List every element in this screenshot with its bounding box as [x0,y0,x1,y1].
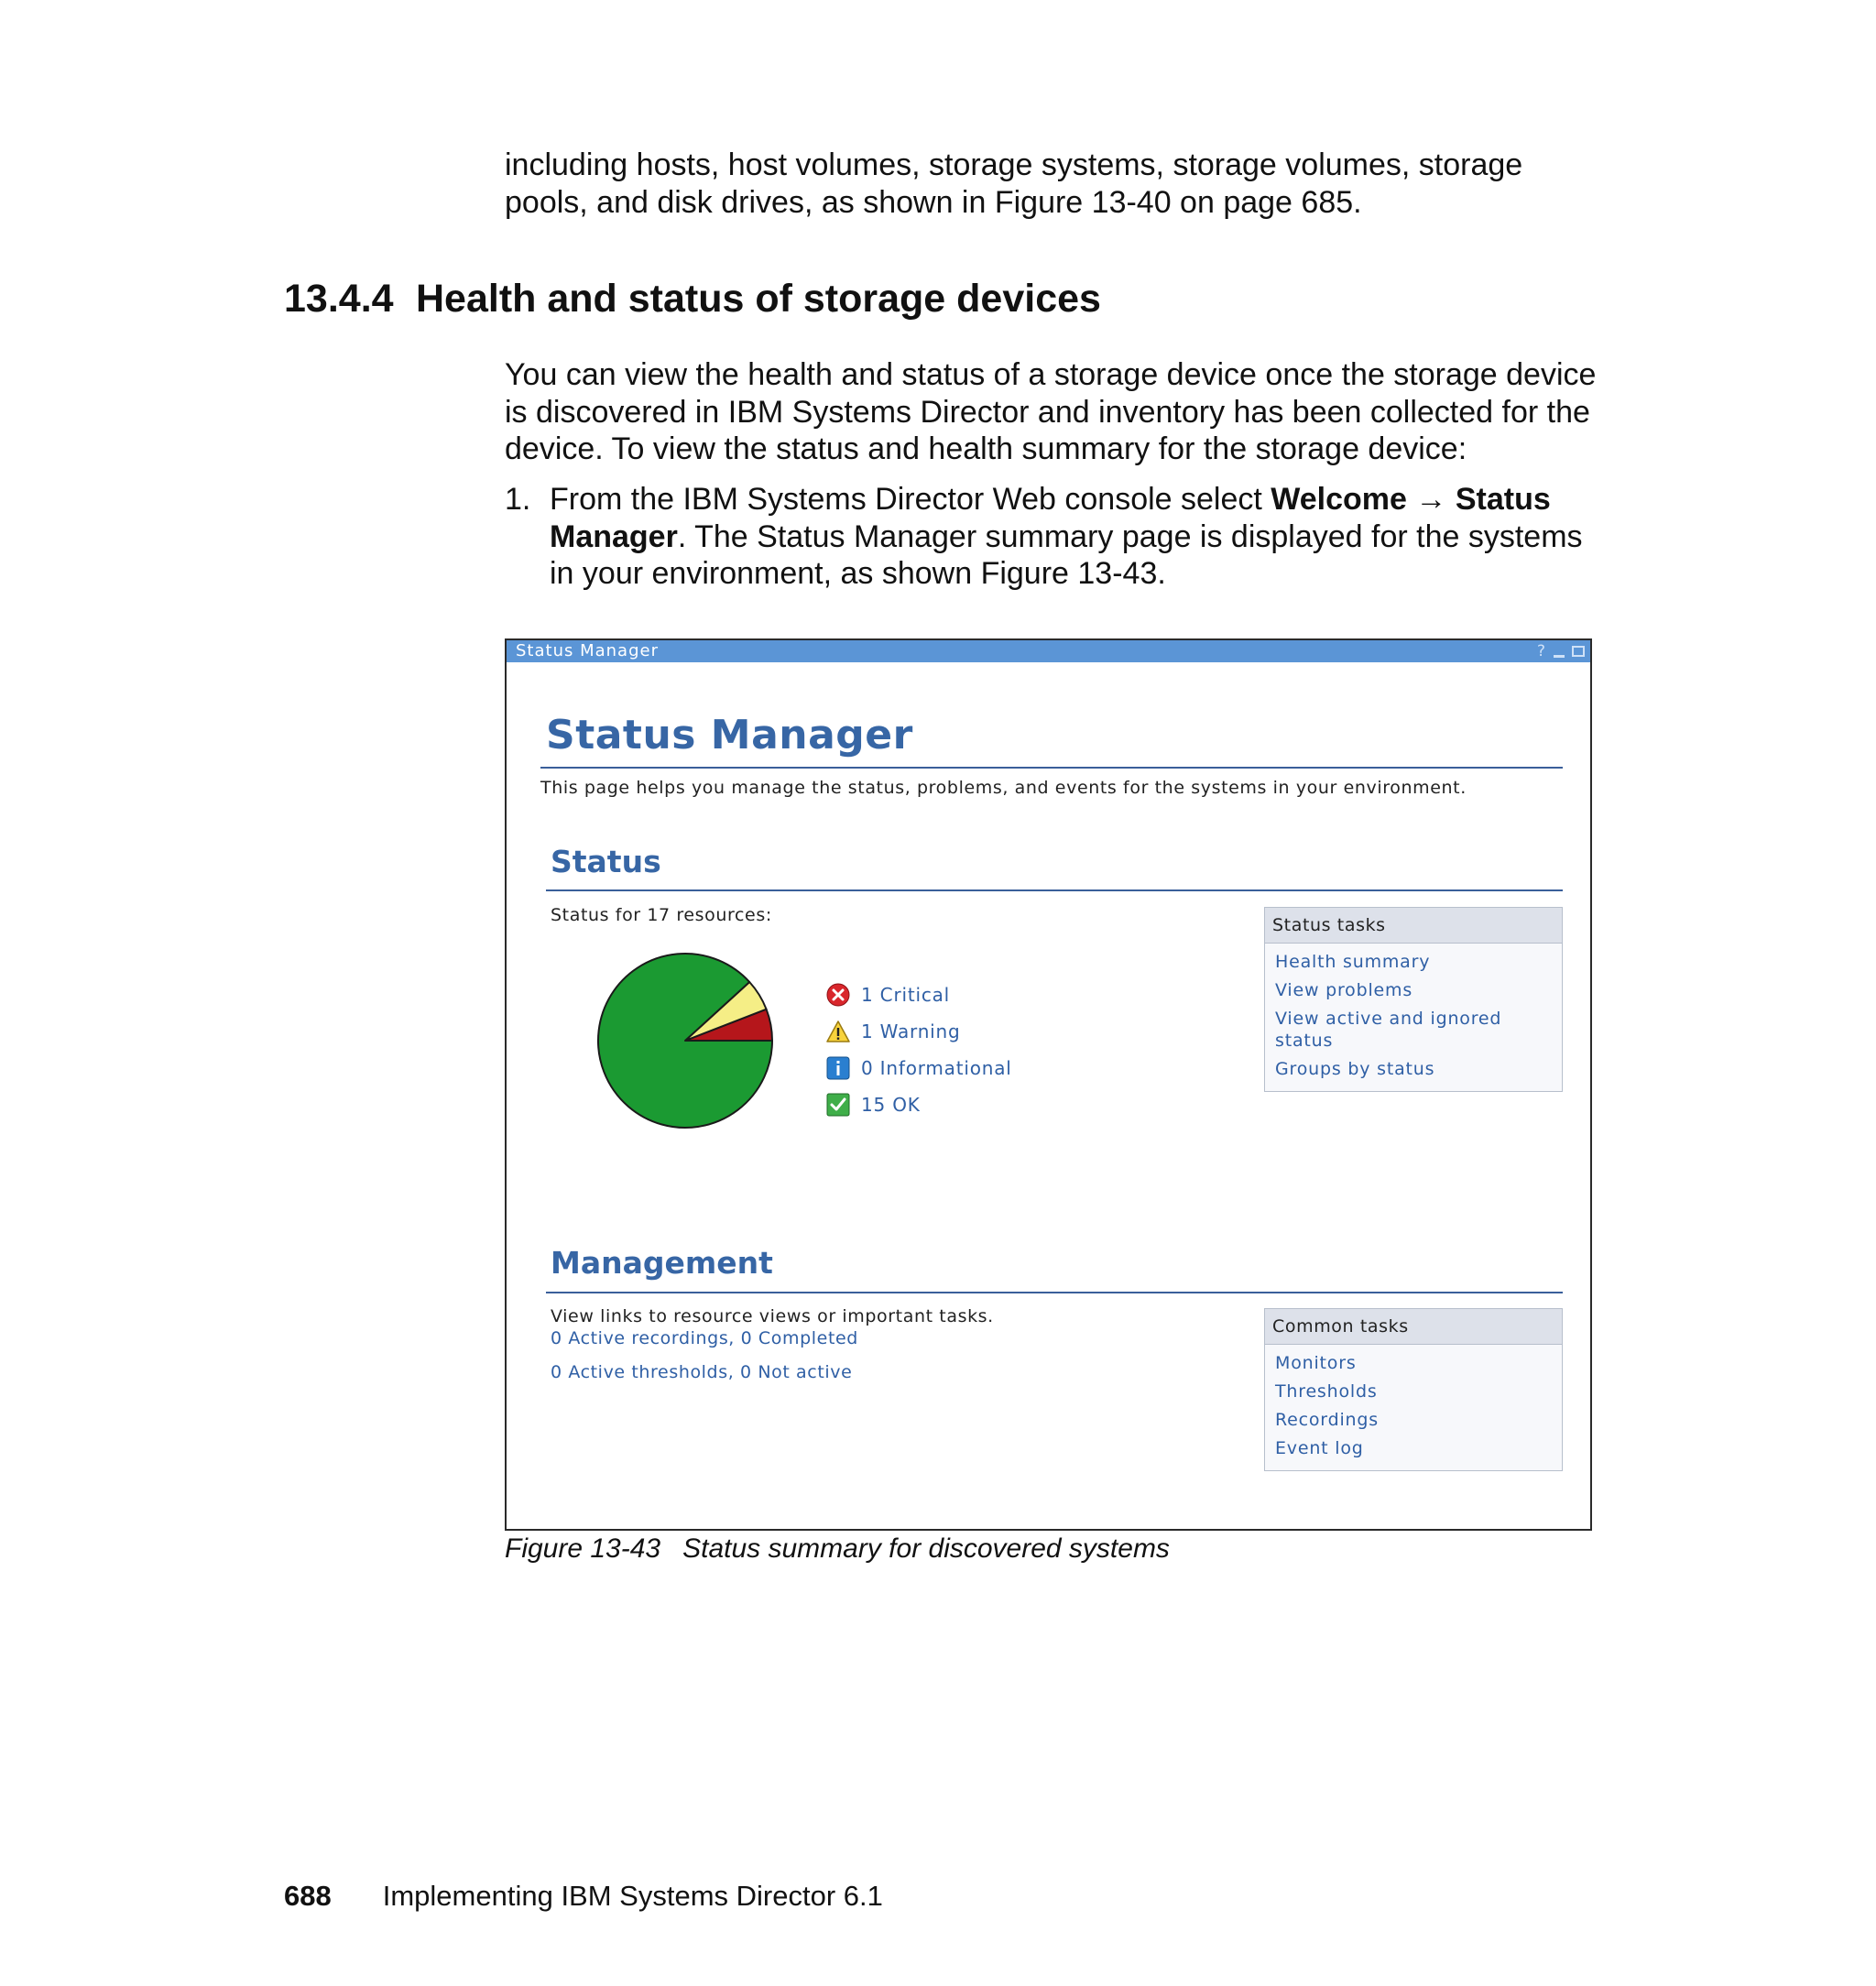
footer-title: Implementing IBM Systems Director 6.1 [382,1880,883,1912]
active-recordings-link[interactable]: 0 Active recordings, 0 Completed [551,1328,858,1348]
informational-icon [826,1056,850,1080]
figure-number: Figure 13-43 [505,1533,661,1564]
status-resources-label: Status for 17 resources: [551,905,772,925]
active-thresholds-link[interactable]: 0 Active thresholds, 0 Not active [551,1362,853,1382]
section-number: 13.4.4 [284,277,394,321]
critical-icon [826,983,850,1007]
legend-informational[interactable] [826,1055,1012,1081]
thresholds-link[interactable]: Thresholds [1275,1381,1378,1402]
pie-slice-ok [598,954,772,1128]
section-heading [284,277,1101,322]
legend-informational-label: 0 Informational [861,1057,1012,1079]
step-text-after: . The Status Manager summary page is displayed for the systems in your environment, as shown Figure 13-43. [550,518,1583,591]
common-tasks-header: Common tasks [1265,1309,1562,1345]
figure-caption-text: Status summary for discovered systems [682,1533,1170,1564]
legend-warning-label: 1 Warning [861,1020,961,1042]
page-number: 688 [284,1880,332,1912]
step-text [550,481,1604,593]
page-title: Status Manager [546,712,913,758]
intro-paragraph: including hosts, host volumes, storage systems, storage volumes, storage pools, and disk drives, as shown in Figure 13-40 on page 685. [505,147,1523,220]
legend-ok-label: 15 OK [861,1094,921,1116]
step-number: 1. [505,482,531,517]
step-bold-status-manager: Status Manager [550,482,1551,554]
step-text-before: From the IBM Systems Director Web console select [550,482,1271,517]
legend-critical[interactable] [826,982,950,1008]
description-paragraph: You can view the health and status of a storage device once the storage device is discovered in IBM Systems Director and inventory has been collected for the device. To view the status and health summary for the storage device: [505,357,1597,466]
step-bold-welcome: Welcome [1271,482,1407,517]
status-divider [546,889,1563,891]
common-tasks-panel [1264,1308,1563,1471]
view-problems-link[interactable]: View problems [1275,980,1413,1000]
ok-icon [826,1093,850,1117]
monitors-link[interactable]: Monitors [1275,1353,1357,1373]
legend-critical-label: 1 Critical [861,984,951,1006]
groups-by-status-link[interactable]: Groups by status [1275,1059,1435,1079]
status-tasks-panel [1264,907,1563,1092]
help-icon[interactable]: ? [1536,642,1546,660]
title-divider [540,767,1563,769]
legend-ok[interactable] [826,1092,921,1118]
arrow-glyph: → [1406,482,1456,517]
status-section-title: Status [551,844,661,879]
management-description: View links to resource views or important tasks. [551,1306,994,1326]
titlebar-controls [1537,642,1585,660]
figure-caption [505,1533,1170,1565]
status-pie-chart [594,949,777,1132]
warning-icon [826,1020,850,1043]
page-description: This page helps you manage the status, problems, and events for the systems in your environment. [540,778,1467,798]
event-log-link[interactable]: Event log [1275,1438,1364,1458]
page-footer [284,1880,883,1913]
health-summary-link[interactable]: Health summary [1275,952,1431,972]
window-titlebar [507,640,1590,662]
step-1 [505,481,1604,593]
management-section-title: Management [551,1245,773,1281]
status-manager-window [505,638,1592,1531]
view-active-ignored-status-link[interactable]: View active and ignored status [1275,1009,1502,1051]
minimize-icon[interactable] [1554,655,1565,658]
management-divider [546,1292,1563,1293]
window-title: Status Manager [516,641,659,660]
status-tasks-header: Status tasks [1265,908,1562,944]
legend-warning[interactable] [826,1019,961,1044]
recordings-link[interactable]: Recordings [1275,1410,1379,1430]
section-title: Health and status of storage devices [416,277,1101,321]
restore-icon[interactable] [1572,646,1585,657]
